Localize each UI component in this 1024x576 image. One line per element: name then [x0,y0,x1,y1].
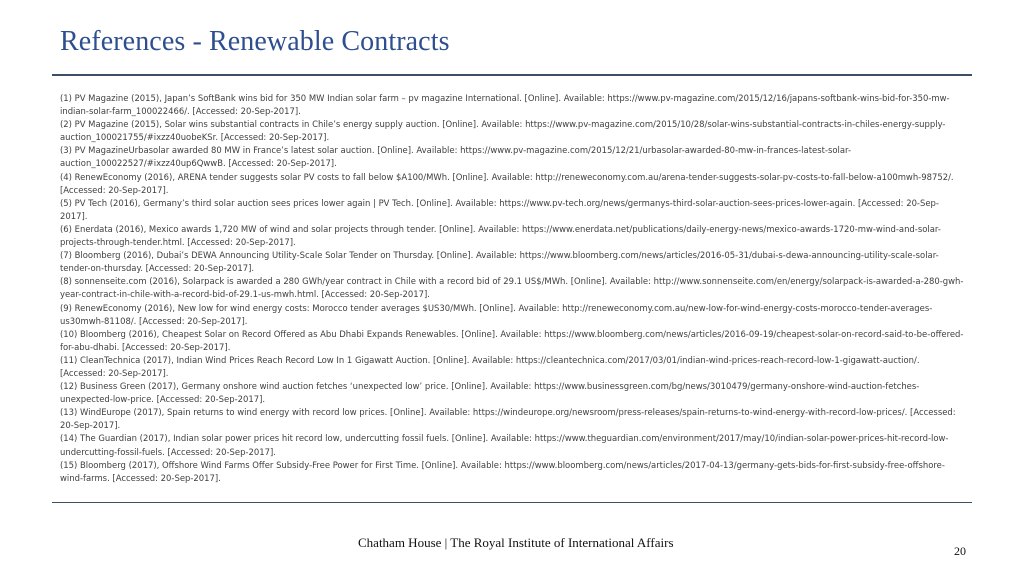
footer-divider [52,502,972,503]
reference-item: (9) RenewEconomy (2016), New low for wind energy costs: Morocco tender averages $US30/MWh. [Online]. Available: http://reneweconomy.com.au/new-low-for-wind-energy-costs-morocco-tender-averages-us30mwh-81108/. [Accessed: 20-Sep-2017]. [60,302,933,326]
slide-title: References - Renewable Contracts [60,26,450,57]
reference-item: (4) RenewEconomy (2016), ARENA tender suggests solar PV costs to fall below $A100/MWh. [Online]. Available: http://reneweconomy.com.au/arena-tender-suggests-solar-pv-costs-to-fall-below-a100mwh-98752/. [Accessed: 20-Sep-2017]. [60,171,954,195]
page-number: 20 [954,544,966,558]
reference-item: (7) Bloomberg (2016), Dubai’s DEWA Announcing Utility-Scale Solar Tender on Thursday. [Online]. Available: https://www.bloomberg.com/news/articles/2016-05-31/dubai-s-dewa-announcing-utility-scale-solar-tender-on-thursday. [Accessed: 20-Sep-2017]. [60,250,939,274]
reference-item: (2) PV Magazine (2015), Solar wins substantial contracts in Chile’s energy supply auction. [Online]. Available: https://www.pv-magazine.com/2015/10/28/solar-wins-substantial-contracts-in-chiles-energy-supply-auction_100021755/#ixzz40uobeKSr. [Accessed: 20-Sep-2017]. [60,119,946,143]
reference-item: (1) PV Magazine (2015), Japan’s SoftBank wins bid for 350 MW Indian solar farm – pv magazine International. [Online]. Available: https://www.pv-magazine.com/2015/12/16/japans-softbank-wins-bid-for-350-mw-indian-solar-farm_100022466/. [Accessed: 20-Sep-2017]. [60,93,950,117]
reference-item: (10) Bloomberg (2016), Cheapest Solar on Record Offered as Abu Dhabi Expands Renewables. [Online]. Available: https://www.bloomberg.com/news/articles/2016-09-19/cheapest-solar-on-record-said-to-be-offered-for-abu-dhabi. [Accessed: 20-Sep-2017]. [60,328,964,352]
reference-item: (11) CleanTechnica (2017), Indian Wind Prices Reach Record Low In 1 Gigawatt Auction. [Online]. Available: https://cleantechnica.com/2017/03/01/indian-wind-prices-reach-record-low-1-gigawatt-auction/. [Accessed: 20-Sep-2017]. [60,354,920,378]
title-divider [52,74,972,76]
references-list [60,92,966,485]
reference-item: (15) Bloomberg (2017), Offshore Wind Farms Offer Subsidy-Free Power for First Time. [Online]. Available: https://www.bloomberg.com/news/articles/2017-04-13/germany-gets-bids-for-first-subsidy-free-offshore-wind-farms. [Accessed: 20-Sep-2017]. [60,459,945,483]
reference-item: (5) PV Tech (2016), Germany’s third solar auction sees prices lower again | PV Tech. [Online]. Available: https://www.pv-tech.org/news/germanys-third-solar-auction-sees-prices-lower-again. [Accessed: 20-Sep-2017]. [60,197,939,221]
reference-item: (12) Business Green (2017), Germany onshore wind auction fetches ‘unexpected low’ price. [Online]. Available: https://www.businessgreen.com/bg/news/3010479/germany-onshore-wind-auction-fetches-unexpected-low-price. [Accessed: 20-Sep-2017]. [60,381,920,405]
reference-item: (3) PV MagazineUrbasolar awarded 80 MW in France’s latest solar auction. [Online]. Available: https://www.pv-magazine.com/2015/12/21/urbasolar-awarded-80-mw-in-frances-latest-solar-auction_100022527/#ixzz40up6QwwB. [Accessed: 20-Sep-2017]. [60,145,851,169]
footer-organization: Chatham House | The Royal Institute of International Affairs [358,535,674,550]
reference-item: (8) sonnenseite.com (2016), Solarpack is awarded a 280 GWh/year contract in Chile with a record bid of 29.1 US$/MWh. [Online]. Available: http://www.sonnenseite.com/en/energy/solarpack-is-awarded-a-280-gwh-year-contract-in-chile-with-a-record-bid-of-29.1-us-mwh.html. [Accessed: 20-Sep-2017]. [60,276,964,300]
reference-item: (6) Enerdata (2016), Mexico awards 1,720 MW of wind and solar projects through tender. [Online]. Available: https://www.enerdata.net/publications/daily-energy-news/mexico-awards-1720-mw-wind-and-solar-projects-through-tender.html. [Accessed: 20-Sep-2017]. [60,223,941,248]
reference-item: (14) The Guardian (2017), Indian solar power prices hit record low, undercutting fossil fuels. [Online]. Available: https://www.theguardian.com/environment/2017/may/10/indian-solar-power-prices-hit-record-low-undercutting-fossil-fuels. [Accessed: 20-Sep-2017]. [60,433,949,457]
reference-item: (13) WindEurope (2017), Spain returns to wind energy with record low prices. [Online]. Available: https://windeurope.org/newsroom/press-releases/spain-returns-to-wind-energy-with-record-low-prices/. [Accessed: 20-Sep-2017]. [60,407,956,431]
